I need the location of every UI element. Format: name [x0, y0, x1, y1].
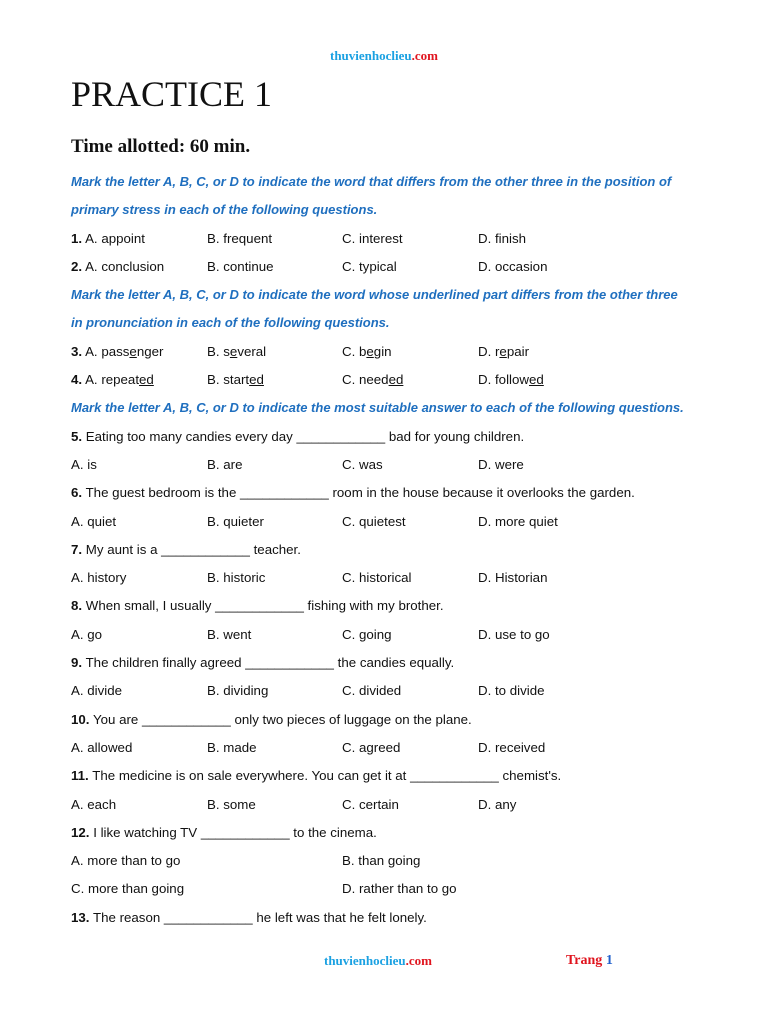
option-a: A. history: [71, 570, 127, 586]
option-a: A. passenger: [85, 343, 164, 359]
option-b: B. continue: [207, 258, 274, 274]
site-domain: .com: [411, 48, 438, 63]
question-7-stem: [71, 536, 711, 564]
question-number: 9.: [71, 655, 83, 671]
option-c: C. interest: [342, 230, 403, 246]
question-9-options: [71, 677, 711, 705]
option-b: B. are: [207, 456, 243, 472]
site-name: thuvienhoclieu: [330, 48, 412, 63]
question-list: [71, 168, 711, 932]
option-d: D. received: [478, 739, 546, 755]
option-a: A. quiet: [71, 513, 117, 529]
option-b: B. quieter: [207, 513, 264, 529]
option-b: B. historic: [207, 570, 266, 586]
instruction-stress-2: primary stress in each of the following questions.: [71, 202, 378, 218]
option-c: C. divided: [342, 683, 402, 699]
instruction-answer: Mark the letter A, B, C, or D to indicate the most suitable answer to each of the following questions.: [71, 400, 684, 416]
question-9-stem: [71, 649, 711, 677]
page-number-value: 1: [605, 953, 613, 968]
option-c: C. more than going: [71, 881, 185, 897]
page-title: PRACTICE 1: [71, 74, 273, 114]
option-b: B. frequent: [207, 230, 273, 246]
option-d: D. to divide: [478, 683, 545, 699]
question-11-stem: [71, 762, 711, 790]
question-number: 5.: [71, 428, 83, 444]
option-a: A. conclusion: [85, 258, 165, 274]
question-5-stem: [71, 423, 711, 451]
question-1-options: [71, 225, 711, 253]
site-domain: .com: [405, 953, 432, 968]
site-name: thuvienhoclieu: [324, 953, 406, 968]
time-allotted: Time allotted: 60 min.: [71, 136, 251, 157]
question-text: I like watching TV ____________ to the cinema.: [93, 824, 377, 840]
question-12-options-ab: [71, 847, 711, 875]
question-number: 13.: [71, 909, 90, 925]
option-b: B. started: [207, 372, 264, 388]
question-number: 1.: [71, 230, 83, 246]
question-8-stem: [71, 592, 711, 620]
option-a: A. repeated: [85, 372, 154, 388]
option-a: A. appoint: [85, 230, 145, 246]
option-d: D. more quiet: [478, 513, 558, 529]
option-d: D. finish: [478, 230, 527, 246]
question-text: You are ____________ only two pieces of luggage on the plane.: [92, 711, 472, 727]
option-b: B. some: [207, 796, 256, 812]
option-a: A. go: [71, 626, 103, 642]
option-d: D. use to go: [478, 626, 550, 642]
option-c: C. certain: [342, 796, 399, 812]
question-text: My aunt is a ____________ teacher.: [85, 541, 301, 557]
question-number: 12.: [71, 824, 90, 840]
page-number: [566, 953, 613, 969]
question-10-stem: [71, 706, 711, 734]
option-c: C. agreed: [342, 739, 401, 755]
option-c: C. needed: [342, 372, 404, 388]
question-number: 4.: [71, 372, 83, 388]
option-c: C. typical: [342, 258, 397, 274]
question-number: 3.: [71, 343, 83, 359]
question-7-options: [71, 564, 711, 592]
option-b: B. went: [207, 626, 252, 642]
option-d: D. rather than to go: [342, 881, 457, 897]
option-c: C. going: [342, 626, 392, 642]
option-a: A. is: [71, 456, 97, 472]
option-d: D. any: [478, 796, 517, 812]
question-11-options: [71, 791, 711, 819]
option-d: D. repair: [478, 343, 530, 359]
header-site-logo: [0, 48, 768, 64]
question-text: The medicine is on sale everywhere. You can get it at ____________ chemist's.: [92, 768, 562, 784]
question-number: 6.: [71, 485, 83, 501]
question-text: When small, I usually ____________ fishing with my brother.: [85, 598, 444, 614]
question-number: 7.: [71, 541, 83, 557]
question-number: 8.: [71, 598, 83, 614]
question-6-stem: [71, 479, 711, 507]
option-d: D. Historian: [478, 570, 548, 586]
question-8-options: [71, 621, 711, 649]
question-10-options: [71, 734, 711, 762]
question-2-options: [71, 253, 711, 281]
question-12-options-cd: [71, 875, 711, 903]
question-5-options: [71, 451, 711, 479]
footer-site-logo: [0, 953, 756, 969]
option-b: B. made: [207, 739, 257, 755]
option-a: A. each: [71, 796, 117, 812]
option-c: C. quietest: [342, 513, 406, 529]
option-d: D. were: [478, 456, 524, 472]
option-b: B. than going: [342, 853, 421, 869]
option-c: C. was: [342, 456, 383, 472]
question-number: 11.: [71, 768, 89, 784]
option-a: A. allowed: [71, 739, 133, 755]
option-a: A. divide: [71, 683, 122, 699]
question-text: The guest bedroom is the ____________ room in the house because it overlooks the garden.: [85, 485, 635, 501]
instruction-stress-1: Mark the letter A, B, C, or D to indicate the word that differs from the other three in the position of: [71, 174, 672, 189]
option-b: B. dividing: [207, 683, 269, 699]
option-a: A. more than to go: [71, 853, 181, 869]
question-4-options: [71, 366, 711, 394]
question-number: 2.: [71, 258, 83, 274]
option-b: B. several: [207, 343, 267, 359]
question-3-options: [71, 338, 711, 366]
question-number: 10.: [71, 711, 90, 727]
option-c: C. begin: [342, 343, 392, 359]
page-label: Trang: [566, 953, 603, 968]
question-6-options: [71, 508, 711, 536]
question-12-stem: [71, 819, 711, 847]
option-c: C. historical: [342, 570, 412, 586]
question-13-stem: [71, 904, 711, 932]
question-text: Eating too many candies every day ____________ bad for young children.: [85, 428, 525, 444]
question-text: The reason ____________ he left was that he felt lonely.: [92, 909, 427, 925]
instruction-pronunciation-1: Mark the letter A, B, C, or D to indicate the word whose underlined part differs from the other three: [71, 287, 678, 303]
instruction-pronunciation-2: in pronunciation in each of the following questions.: [71, 315, 390, 331]
option-d: D. occasion: [478, 258, 548, 274]
question-text: The children finally agreed ____________ the candies equally.: [85, 655, 455, 671]
option-d: D. followed: [478, 372, 544, 388]
